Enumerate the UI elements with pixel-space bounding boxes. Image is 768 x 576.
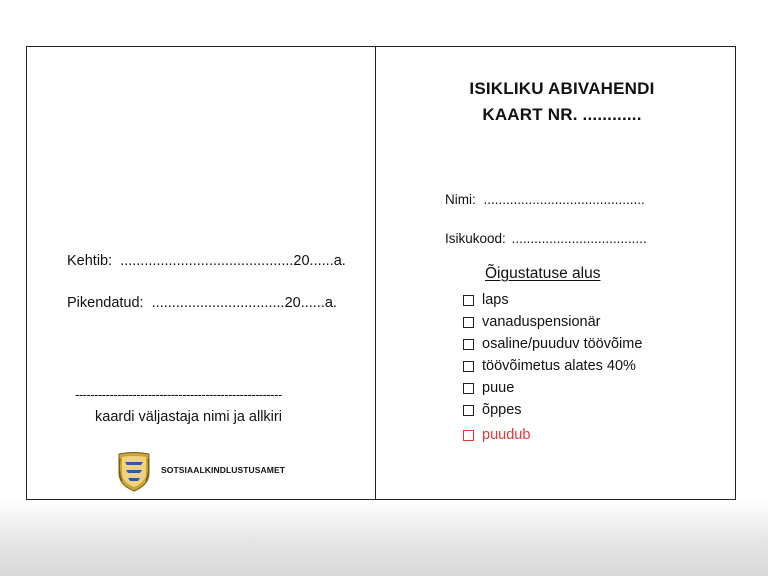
estonian-coat-of-arms-icon [117,451,151,493]
card-title-line1: ISIKLIKU ABIVAHENDI [469,79,655,98]
option-label: õppes [482,402,522,418]
signature-line: ------------------------------------------------------ [75,387,282,402]
checkbox-icon[interactable] [463,405,474,416]
checkbox-icon[interactable] [463,295,474,306]
checkbox-icon[interactable] [463,317,474,328]
idcode-row [445,231,647,246]
checkbox-icon[interactable] [463,383,474,394]
idcode-dots: .................................... [511,231,647,246]
option-laps[interactable] [463,292,509,308]
card-fold-line [375,47,376,499]
assistive-device-card [26,46,736,500]
option-label: töövõimetus alates 40% [482,358,636,374]
valid-label: Kehtib: [67,253,113,269]
option-puue[interactable] [463,380,514,396]
option-label: puudub [482,427,531,443]
option-label: osaline/puuduv töövõime [482,336,643,352]
valid-dots: ...........................................20......a. [120,253,346,269]
option-oppes[interactable] [463,402,522,418]
organization-name: SOTSIAALKINDLUSTUSAMET [161,465,286,475]
card-title-line2: KAART NR. ............ [482,105,642,124]
name-dots: ........................................... [483,192,645,207]
checkbox-icon[interactable] [463,430,474,441]
checkbox-icon[interactable] [463,361,474,372]
signature-caption: kaardi väljastaja nimi ja allkiri [95,409,282,425]
name-label: Nimi: [445,192,476,207]
name-row [445,192,645,207]
valid-row [67,253,346,269]
option-puudub[interactable] [463,427,530,443]
option-label: vanaduspensionär [482,314,601,330]
option-vanaduspensionar[interactable] [463,314,601,330]
basis-heading: Õigustatuse alus [485,265,601,282]
option-toovoimetus-40[interactable] [463,358,636,374]
option-osaline-puuduv-toovoime[interactable] [463,336,642,352]
option-label: puue [482,380,515,396]
idcode-label: Isikukood: [445,231,506,246]
extended-label: Pikendatud: [67,295,144,311]
extended-row [67,295,337,311]
extended-dots: .................................20......a. [151,295,337,311]
checkbox-icon[interactable] [463,339,474,350]
option-label: laps [482,292,509,308]
